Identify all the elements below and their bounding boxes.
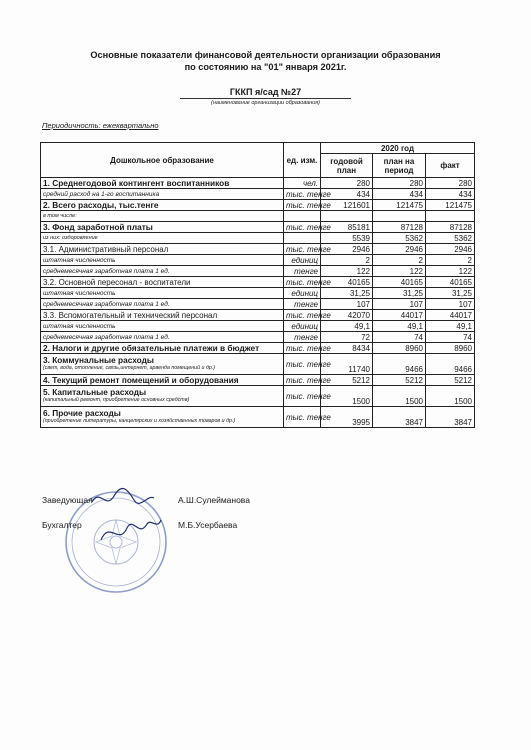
row-fact: 5212: [426, 375, 475, 386]
table-row: [41, 299, 475, 310]
table-row: [41, 200, 475, 211]
row-fact: 1500: [426, 386, 475, 407]
row-plan: 40165: [321, 277, 373, 288]
row-plan: 122: [321, 266, 373, 277]
row-fact: 9466: [426, 354, 475, 375]
row-sublabel: (приобретение литературы, канцелярских и хозяйственных товаров и др.): [43, 418, 236, 424]
row-label: 5. Капитальные расходы: [43, 387, 147, 397]
table-row: [41, 211, 475, 222]
header-period-plan: план на период: [373, 154, 426, 178]
row-fact: 31,25: [426, 288, 475, 299]
row-period: 40165: [373, 277, 426, 288]
row-period: 5362: [373, 233, 426, 244]
row-unit: тыс. тенге: [284, 222, 321, 233]
table-row: [41, 343, 475, 354]
row-unit: тыс. тенге: [284, 386, 321, 407]
table-row: [41, 277, 475, 288]
row-plan: 3995: [321, 407, 373, 428]
header-name: Дошкольное образование: [41, 143, 284, 178]
row-label: среднемесячная заработная плата 1 ед.: [41, 299, 284, 310]
row-fact: 3847: [426, 407, 475, 428]
row-plan: 11740: [321, 354, 373, 375]
table-row: [41, 178, 475, 189]
header-year: 2020 год: [321, 143, 475, 154]
row-plan: 434: [321, 189, 373, 200]
row-unit: тыс. тенге: [284, 407, 321, 428]
row-label: 3. Фонд заработной платы: [41, 222, 284, 233]
financial-table: [40, 142, 475, 428]
row-fact: 122: [426, 266, 475, 277]
row-period: 31,25: [373, 288, 426, 299]
document-title: Основные показатели финансовой деятельности организации образования: [90, 50, 441, 60]
table-row: [41, 310, 475, 321]
row-unit: тыс. тенге: [284, 354, 321, 375]
row-label: 3.3. Вспомогательный и технический персонал: [41, 310, 284, 321]
row-fact: 74: [426, 332, 475, 343]
row-period: 49,1: [373, 321, 426, 332]
row-period: 2946: [373, 244, 426, 255]
row-fact: 8960: [426, 343, 475, 354]
row-unit: тенге: [284, 266, 321, 277]
table-row: [41, 375, 475, 386]
row-fact: 5362: [426, 233, 475, 244]
table-row: [41, 189, 475, 200]
row-plan: 2: [321, 255, 373, 266]
row-period: 44017: [373, 310, 426, 321]
row-fact: 280: [426, 178, 475, 189]
row-label: штатная численность: [41, 321, 284, 332]
accountant-role: Бухгалтер: [42, 520, 82, 530]
header-annual-plan: годовой план: [321, 154, 373, 178]
row-label: среднемесячная заработная плата 1 ед.: [41, 332, 284, 343]
row-fact: 2946: [426, 244, 475, 255]
row-unit: тыс. тенге: [284, 343, 321, 354]
row-plan: 1500: [321, 386, 373, 407]
table-row: [41, 244, 475, 255]
table-row: [41, 222, 475, 233]
row-fact: 40165: [426, 277, 475, 288]
table-row: [41, 233, 475, 244]
row-period: 2: [373, 255, 426, 266]
row-label: из них: оздоровление: [41, 233, 284, 244]
row-fact: 2: [426, 255, 475, 266]
row-fact: 121475: [426, 200, 475, 211]
document-date: по состоянию на "01" января 2021г.: [184, 62, 347, 72]
row-plan: 31,25: [321, 288, 373, 299]
table-row: [41, 332, 475, 343]
row-period: 107: [373, 299, 426, 310]
table-row: [41, 288, 475, 299]
organization-name: ГККП я/сад №27: [229, 87, 302, 97]
row-label: в том числе:: [41, 211, 284, 222]
row-sublabel: (свет, вода, отопление, связь,интернет, арвенда помещений и др.): [43, 365, 216, 371]
table-row: [41, 266, 475, 277]
accountant-signature-icon: [95, 510, 165, 550]
table-row: [41, 354, 475, 375]
row-fact: 49,1: [426, 321, 475, 332]
row-fact: [426, 211, 475, 222]
row-label: штатная численность: [41, 255, 284, 266]
row-period: 122: [373, 266, 426, 277]
row-label: 4. Текущий ремонт помещений и оборудования: [41, 375, 284, 386]
row-label: средний расход на 1-го воспитанника: [41, 189, 284, 200]
row-label: 3.2. Основной пересонал - воспитатели: [41, 277, 284, 288]
row-period: 9466: [373, 354, 426, 375]
row-plan: 72: [321, 332, 373, 343]
row-plan: 2946: [321, 244, 373, 255]
head-signature-icon: [88, 482, 158, 512]
row-label-cell: [41, 407, 284, 428]
row-plan: 5539: [321, 233, 373, 244]
table-row: [41, 255, 475, 266]
table-row: [41, 407, 475, 428]
row-period: [373, 211, 426, 222]
accountant-name: М.Б.Усербаева: [178, 520, 238, 530]
row-plan: [321, 211, 373, 222]
row-period: 5212: [373, 375, 426, 386]
row-label: 3.1. Административный персонал: [41, 244, 284, 255]
row-unit: единиц: [284, 255, 321, 266]
row-label: 3. Коммунальные расходы: [43, 355, 154, 365]
row-label: 2. Налоги и другие обязательные платежи в бюджет: [41, 343, 284, 354]
row-plan: 85181: [321, 222, 373, 233]
organization-caption: (наименование организации образования): [211, 100, 320, 106]
row-period: 3847: [373, 407, 426, 428]
row-label-cell: [41, 386, 284, 407]
header-fact: факт: [426, 154, 475, 178]
row-label-cell: [41, 354, 284, 375]
row-period: 8960: [373, 343, 426, 354]
row-period: 434: [373, 189, 426, 200]
row-unit: тыс. тенге: [284, 244, 321, 255]
row-period: 1500: [373, 386, 426, 407]
row-label: 2. Всего расходы, тыс.тенге: [41, 200, 284, 211]
row-unit: тыс. тенге: [284, 375, 321, 386]
row-period: 121475: [373, 200, 426, 211]
row-plan: 280: [321, 178, 373, 189]
row-period: 280: [373, 178, 426, 189]
row-unit: чел.: [284, 178, 321, 189]
row-label: среднемесячная заработная плата 1 ед.: [41, 266, 284, 277]
row-fact: 107: [426, 299, 475, 310]
row-plan: 42070: [321, 310, 373, 321]
periodicity: Периодичность: ежеквартально: [42, 121, 159, 130]
row-unit: тыс. тенге: [284, 200, 321, 211]
header-unit: ед. изм.: [284, 143, 321, 178]
row-label: 6. Прочие расходы: [43, 408, 121, 418]
head-name: А.Ш.Сулейманова: [178, 495, 250, 505]
row-plan: 121601: [321, 200, 373, 211]
row-unit: тыс. тенге: [284, 277, 321, 288]
row-plan: 49,1: [321, 321, 373, 332]
row-unit: единиц: [284, 288, 321, 299]
table-row: [41, 321, 475, 332]
row-fact: 434: [426, 189, 475, 200]
row-plan: 8434: [321, 343, 373, 354]
row-plan: 107: [321, 299, 373, 310]
row-fact: 87128: [426, 222, 475, 233]
row-fact: 44017: [426, 310, 475, 321]
row-unit: [284, 211, 321, 222]
row-unit: тыс. тенге: [284, 310, 321, 321]
organization-underline: [180, 98, 351, 99]
table-row: [41, 386, 475, 407]
row-unit: единиц: [284, 321, 321, 332]
row-unit: тенге: [284, 332, 321, 343]
head-role: Заведующая: [42, 495, 93, 505]
row-unit: [284, 233, 321, 244]
row-unit: тыс. тенге: [284, 189, 321, 200]
row-period: 87128: [373, 222, 426, 233]
row-plan: 5212: [321, 375, 373, 386]
row-unit: тенге: [284, 299, 321, 310]
row-period: 74: [373, 332, 426, 343]
row-sublabel: (капитальный ремонт, приобретение основных средств): [43, 397, 190, 403]
row-label: 1. Среднегодовой контингент воспитанников: [41, 178, 284, 189]
row-label: штатная численность: [41, 288, 284, 299]
